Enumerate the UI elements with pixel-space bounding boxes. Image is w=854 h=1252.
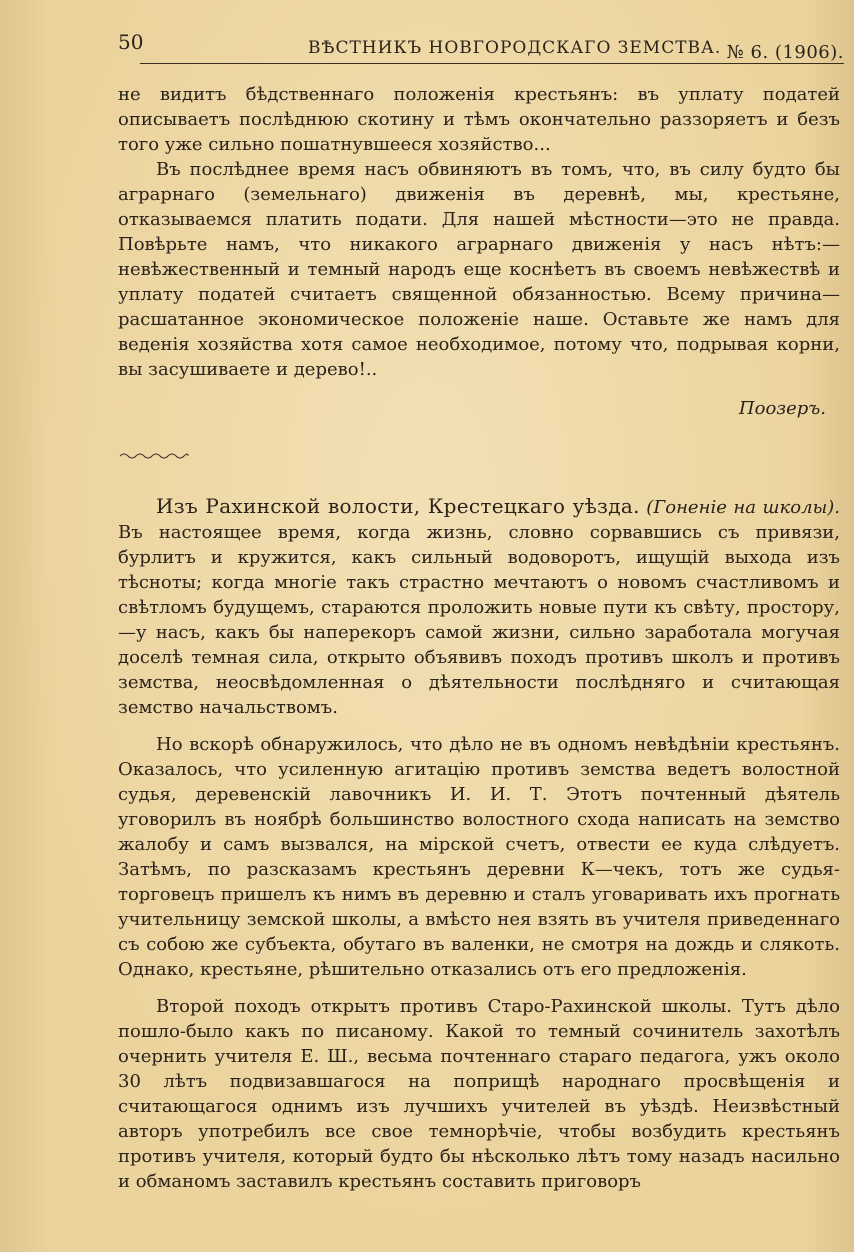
paragraph-continued: не видитъ бѣдственнаго положенія крестьянъ: въ уплату податей описываетъ послѣднюю скотину и тѣмъ окончательно раззоряетъ и безъ того уже сильно пошатнувшееся хозяйство...	[118, 84, 840, 155]
paragraph: Въ послѣднее время насъ обвиняютъ въ томъ, что, въ силу будто бы аграрнаго (земельнаго) движенія въ деревнѣ, мы, крестьяне, отказываемся платить подати. Для нашей мѣстности—это не правда. Повѣрьте намъ, что никакого аграрнаго движенія у насъ нѣтъ:—невѣжественный и темный народъ еще коснѣетъ въ своемъ невѣжествѣ и уплату податей считаетъ священной обязанностью. Всему причина—расшатанное экономическое положеніе наше. Оставьте же намъ для веденія хозяйства хотя самое необходимое, потому что, подрывая корни, вы засушиваете и дерево!..	[118, 159, 840, 380]
page-body	[118, 82, 840, 1194]
section-divider-ornament	[118, 451, 190, 461]
article-subtitle: (Гоненіе на школы).	[646, 497, 840, 518]
article-place-heading: Изъ Рахинской волости, Крестецкаго уѣзда.	[156, 494, 640, 518]
paragraph: Второй походъ открытъ противъ Старо-Рахинской школы. Тутъ дѣло пошло-было какъ по писаному. Какой то темный сочинитель захотѣлъ очернить учителя Е. Ш., весьма почтеннаго стараго педагога, ужъ около 30 лѣтъ подвизавшагося на поприщѣ народнаго просвѣщенія и считающагося однимъ изъ лучшихъ учителей въ уѣздѣ. Неизвѣстный авторъ употребилъ все свое темнорѣчіе, чтобы возбудить крестьянъ противъ учителя, который будто бы нѣсколько лѣтъ тому назадъ насильно и обманомъ заставилъ крестьянъ составить приговоръ	[118, 996, 840, 1192]
page-number: 50	[118, 30, 144, 54]
author-signature: Поозеръ.	[738, 398, 826, 419]
journal-title: ВѢСТНИКЪ НОВГОРОДСКАГО ЗЕМСТВА.	[308, 38, 722, 58]
paragraph: Но вскорѣ обнаружилось, что дѣло не въ одномъ невѣдѣніи крестьянъ. Оказалось, что усиленную агитацію противъ земства ведетъ волостной судья, деревенскій лавочникъ И. И. Т. Этотъ почтенный дѣятель уговорилъ въ ноябрѣ большинство волостного схода написать на земство жалобу и самъ вызвался, на мірской счетъ, отвести ее куда слѣдуетъ. Затѣмъ, по разсказамъ крестьянъ деревни К—чекъ, тотъ же судья-торговецъ пришелъ къ нимъ въ деревню и сталъ уговаривать ихъ прогнать учительницу земской школы, а вмѣсто нея взять въ учителя приведеннаго съ собою же субъекта, обутаго въ валенки, не смотря на дождь и слякоть. Однако, крестьяне, рѣшительно отказались отъ его предложенія.	[118, 734, 840, 980]
article-lead-text: Въ настоящее время, когда жизнь, словно сорвавшись съ привязи, бурлитъ и кружится, какъ сильный водоворотъ, ищущій выхода изъ тѣсноты; когда многіе такъ страстно мечтаютъ о новомъ счастливомъ и свѣтломъ будущемъ, стараются проложить новые пути къ свѣту, простору,—у насъ, какъ бы наперекоръ самой жизни, сильно заработала могучая доселѣ темная сила, открыто объявивъ походъ противъ школъ и противъ земства, неосвѣдомленная о дѣятельности послѣдняго и считающая земство начальствомъ.	[118, 522, 840, 718]
issue-number: № 6. (1906).	[726, 42, 844, 63]
running-header	[118, 26, 844, 70]
header-rule	[140, 63, 844, 64]
article-lead-paragraph	[118, 494, 840, 720]
